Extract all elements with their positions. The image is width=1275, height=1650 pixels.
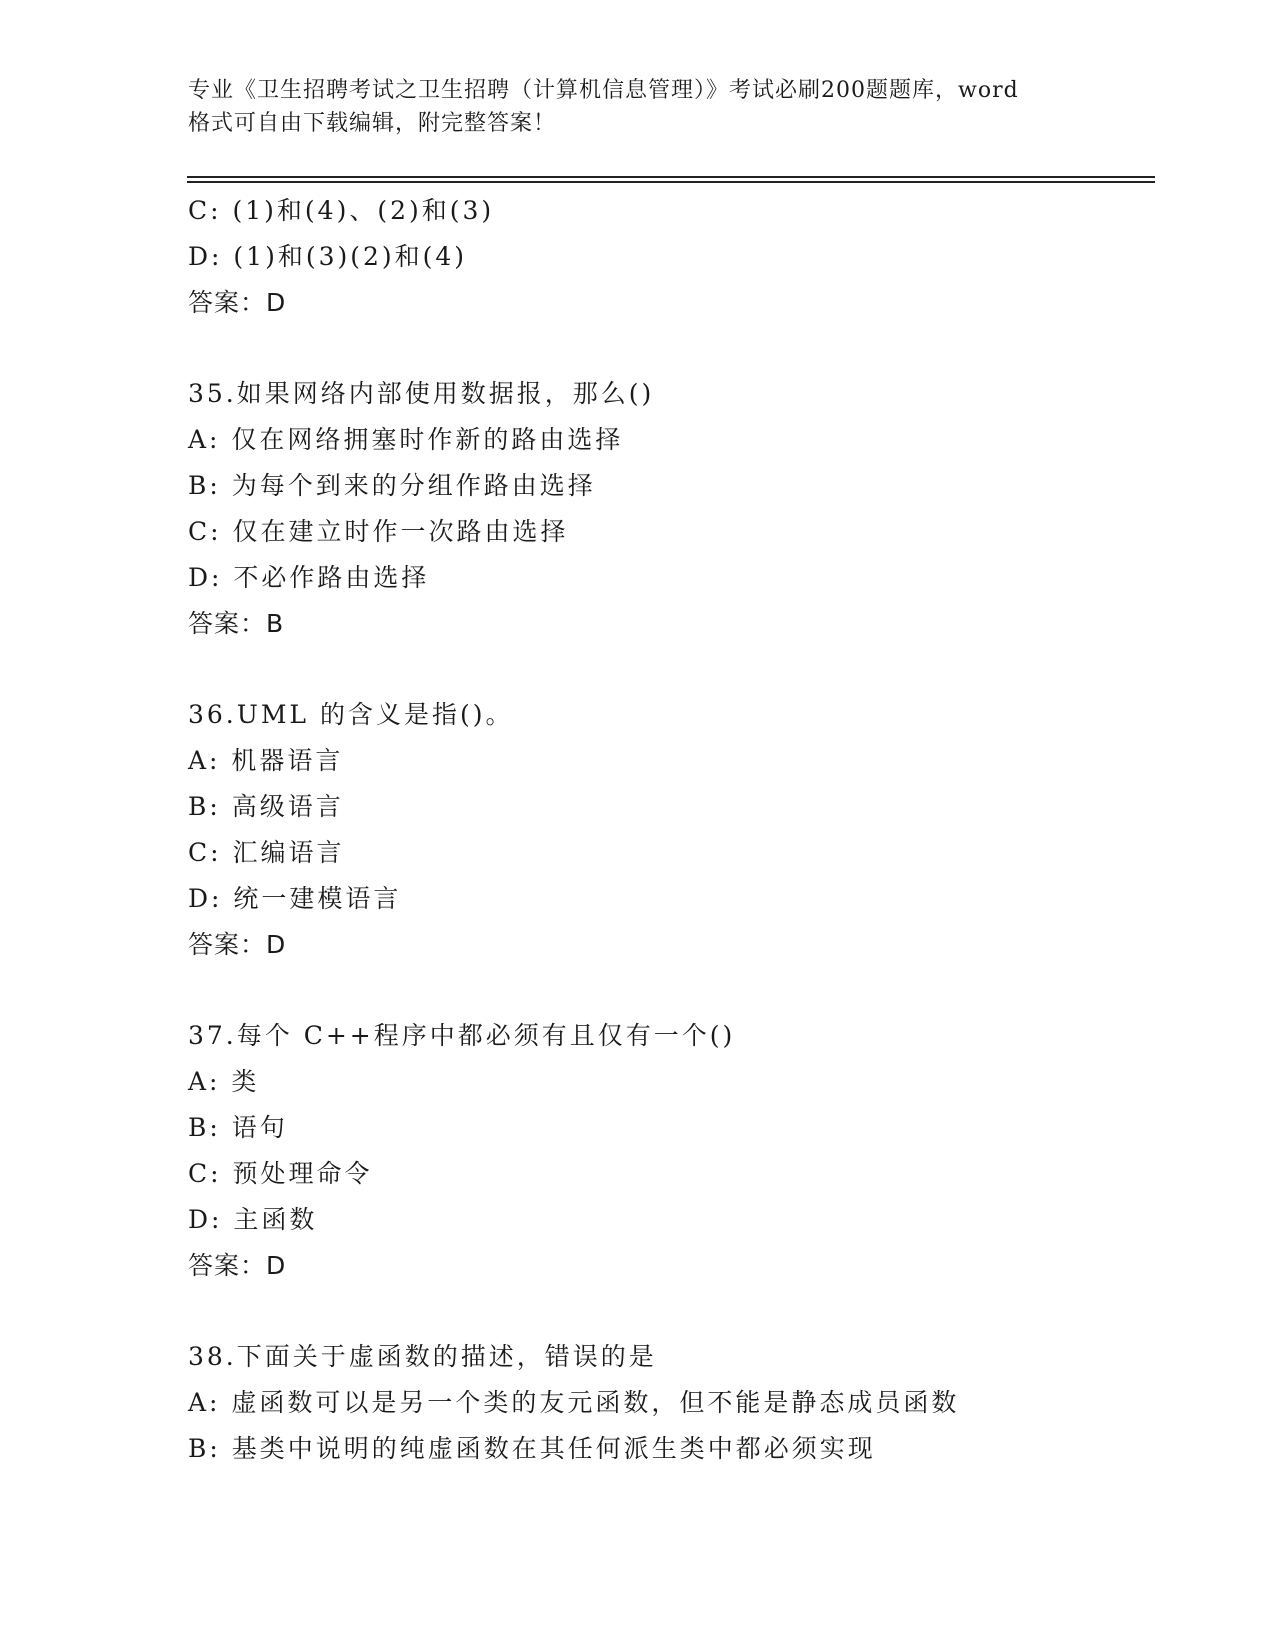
option-b: B: 语句: [188, 1113, 288, 1142]
header-divider-bottom: [187, 181, 1155, 183]
option-b: B: 高级语言: [188, 792, 344, 821]
question-35: [188, 371, 1148, 647]
option-a: A: 类: [188, 1067, 260, 1096]
header-title-line-2: 格式可自由下载编辑，附完整答案！: [188, 111, 557, 136]
answer-line: 答案：B: [188, 609, 285, 638]
option-c: C: 汇编语言: [188, 838, 345, 867]
option-b: B: 为每个到来的分组作路由选择: [188, 471, 596, 500]
option-a: A: 机器语言: [188, 746, 344, 775]
answer-line: 答案：D: [188, 1251, 287, 1280]
option-d: D: (1)和(3)(2)和(4): [188, 242, 468, 271]
option-d: D: 主函数: [188, 1205, 318, 1234]
question-34: [188, 188, 1148, 326]
option-c: C: 仅在建立时作一次路由选择: [188, 517, 569, 546]
option-d: D: 统一建模语言: [188, 884, 402, 913]
option-d: D: 不必作路由选择: [188, 563, 430, 592]
answer-line: 答案：D: [188, 288, 287, 317]
option-c: C: (1)和(4)、(2)和(3): [188, 196, 495, 225]
answer-line: 答案：D: [188, 930, 287, 959]
option-b: B: 基类中说明的纯虚函数在其任何派生类中都必须实现: [188, 1434, 876, 1463]
document-header: [188, 74, 1088, 140]
question-36: [188, 692, 1148, 968]
option-a: A: 虚函数可以是另一个类的友元函数，但不能是静态成员函数: [188, 1388, 960, 1417]
question-text: 35.如果网络内部使用数据报，那么(): [188, 379, 655, 408]
question-list: [188, 188, 1148, 1472]
spacer: [188, 647, 1148, 692]
question-text: 38.下面关于虚函数的描述，错误的是: [188, 1342, 657, 1371]
header-title-line-1: 专业《卫生招聘考试之卫生招聘（计算机信息管理）》考试必刷200题题库，word: [188, 78, 1019, 103]
header-divider-top: [187, 176, 1155, 178]
option-a: A: 仅在网络拥塞时作新的路由选择: [188, 425, 624, 454]
question-text: 36.UML 的含义是指()。: [188, 700, 514, 729]
question-text: 37.每个 C++程序中都必须有且仅有一个(): [188, 1021, 736, 1050]
spacer: [188, 1289, 1148, 1334]
spacer: [188, 968, 1148, 1013]
question-38: [188, 1334, 1148, 1472]
spacer: [188, 326, 1148, 371]
option-c: C: 预处理命令: [188, 1159, 373, 1188]
question-37: [188, 1013, 1148, 1289]
